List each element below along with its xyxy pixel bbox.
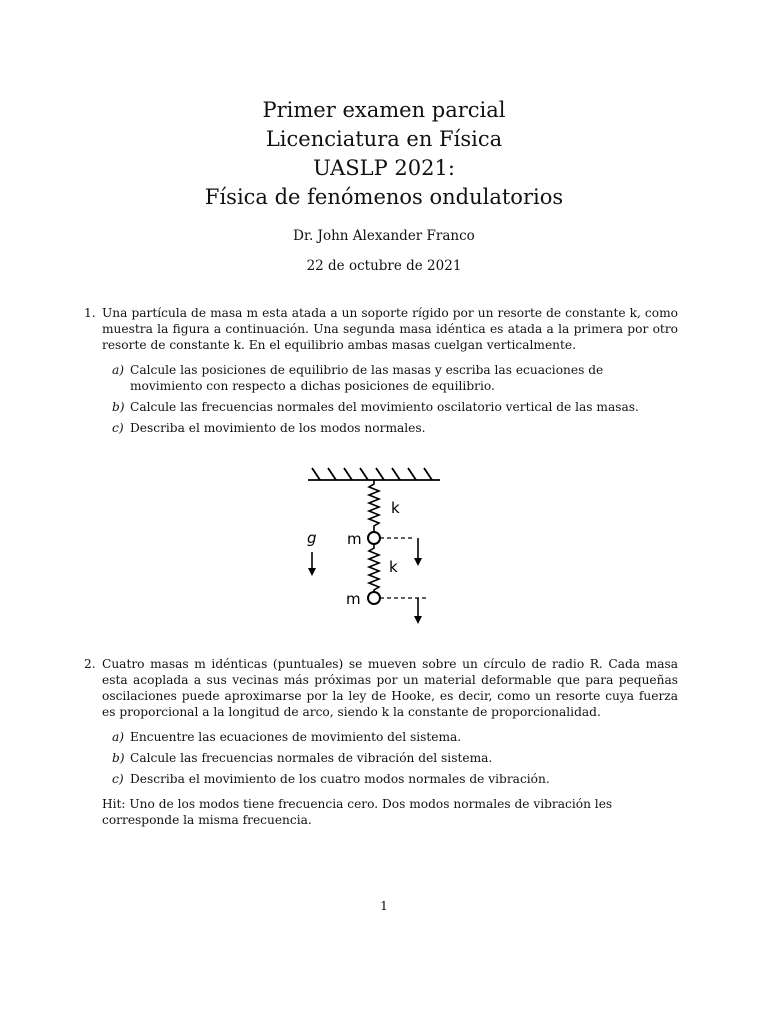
exam-title bbox=[0, 96, 768, 212]
problem-2-item-b bbox=[112, 750, 678, 766]
problem-2 bbox=[86, 656, 678, 720]
page-number: 1 bbox=[380, 898, 388, 913]
author: Dr. John Alexander Franco bbox=[293, 228, 475, 244]
displacement-arrow-top bbox=[414, 538, 422, 566]
item-text: Calcule las frecuencias normales del movimiento oscilatorio vertical de las masas. bbox=[130, 400, 639, 414]
spring-top bbox=[369, 480, 379, 532]
item-label: a) bbox=[112, 363, 125, 377]
problem-1 bbox=[86, 305, 678, 353]
problem-1-number: 1. bbox=[84, 306, 96, 320]
title-line-4: Física de fenómenos ondulatorios bbox=[204, 185, 564, 209]
problem-2-item-a bbox=[112, 729, 678, 745]
ceiling-support bbox=[308, 468, 440, 480]
item-text: Describa el movimiento de los cuatro modos normales de vibración. bbox=[130, 772, 550, 786]
title-line-3: UASLP 2021: bbox=[313, 156, 455, 180]
item-text: Calcule las frecuencias normales de vibración del sistema. bbox=[130, 751, 493, 765]
item-label: a) bbox=[112, 730, 125, 744]
mass-label-bottom: m bbox=[346, 590, 361, 608]
problem-2-number: 2. bbox=[84, 657, 96, 671]
title-line-2: Licenciatura en Física bbox=[265, 127, 503, 151]
problem-1-item-b bbox=[112, 399, 678, 415]
problem-1-items bbox=[112, 362, 678, 441]
spring-label-top: k bbox=[391, 499, 400, 517]
title-line-1: Primer examen parcial bbox=[262, 98, 506, 122]
mass-label-top: m bbox=[347, 530, 362, 548]
item-label: b) bbox=[112, 751, 125, 765]
problem-1-item-c bbox=[112, 420, 678, 436]
item-label: c) bbox=[112, 772, 124, 786]
mass-bottom bbox=[368, 592, 380, 604]
item-text: Calcule las posiciones de equilibrio de las masas y escriba las ecuaciones de movimiento con respecto a dichas posiciones de equilibrio. bbox=[130, 363, 604, 393]
problem-1-item-a bbox=[112, 362, 678, 394]
gravity-label: g bbox=[307, 529, 317, 547]
date: 22 de octubre de 2021 bbox=[306, 258, 462, 274]
problem-2-item-c bbox=[112, 771, 678, 787]
problem-2-text: Cuatro masas m idénticas (puntuales) se mueven sobre un círculo de radio R. Cada masa esta acoplada a sus vecinas más próximas por un material deformable que para pequeñas oscilaciones puede aproximarse por la ley de Hooke, es decir, como un resorte cuya fuerza es proporcional a la longitud de arco, siendo k la constante de proporcionalidad. bbox=[102, 657, 678, 719]
spring-bottom bbox=[369, 544, 379, 592]
problem-1-text: Una partícula de masa m esta atada a un soporte rígido por un resorte de constante k, como muestra la figura a continuación. Una segunda masa idéntica es atada a la primera por otro resorte de constante k. En el equilibrio ambas masas cuelgan verticalmente. bbox=[102, 306, 678, 352]
mass-top bbox=[368, 532, 380, 544]
spring-label-bottom: k bbox=[389, 558, 398, 576]
spring-mass-figure bbox=[300, 460, 450, 630]
gravity-arrow bbox=[308, 552, 316, 576]
problem-2-items bbox=[112, 729, 678, 792]
item-label: b) bbox=[112, 400, 125, 414]
item-label: c) bbox=[112, 421, 124, 435]
problem-2-hint: Hit: Uno de los modos tiene frecuencia cero. Dos modos normales de vibración les corresponde la misma frecuencia. bbox=[102, 797, 613, 827]
displacement-arrow-bottom bbox=[414, 598, 422, 624]
item-text: Encuentre las ecuaciones de movimiento del sistema. bbox=[130, 730, 462, 744]
item-text: Describa el movimiento de los modos normales. bbox=[130, 421, 426, 435]
